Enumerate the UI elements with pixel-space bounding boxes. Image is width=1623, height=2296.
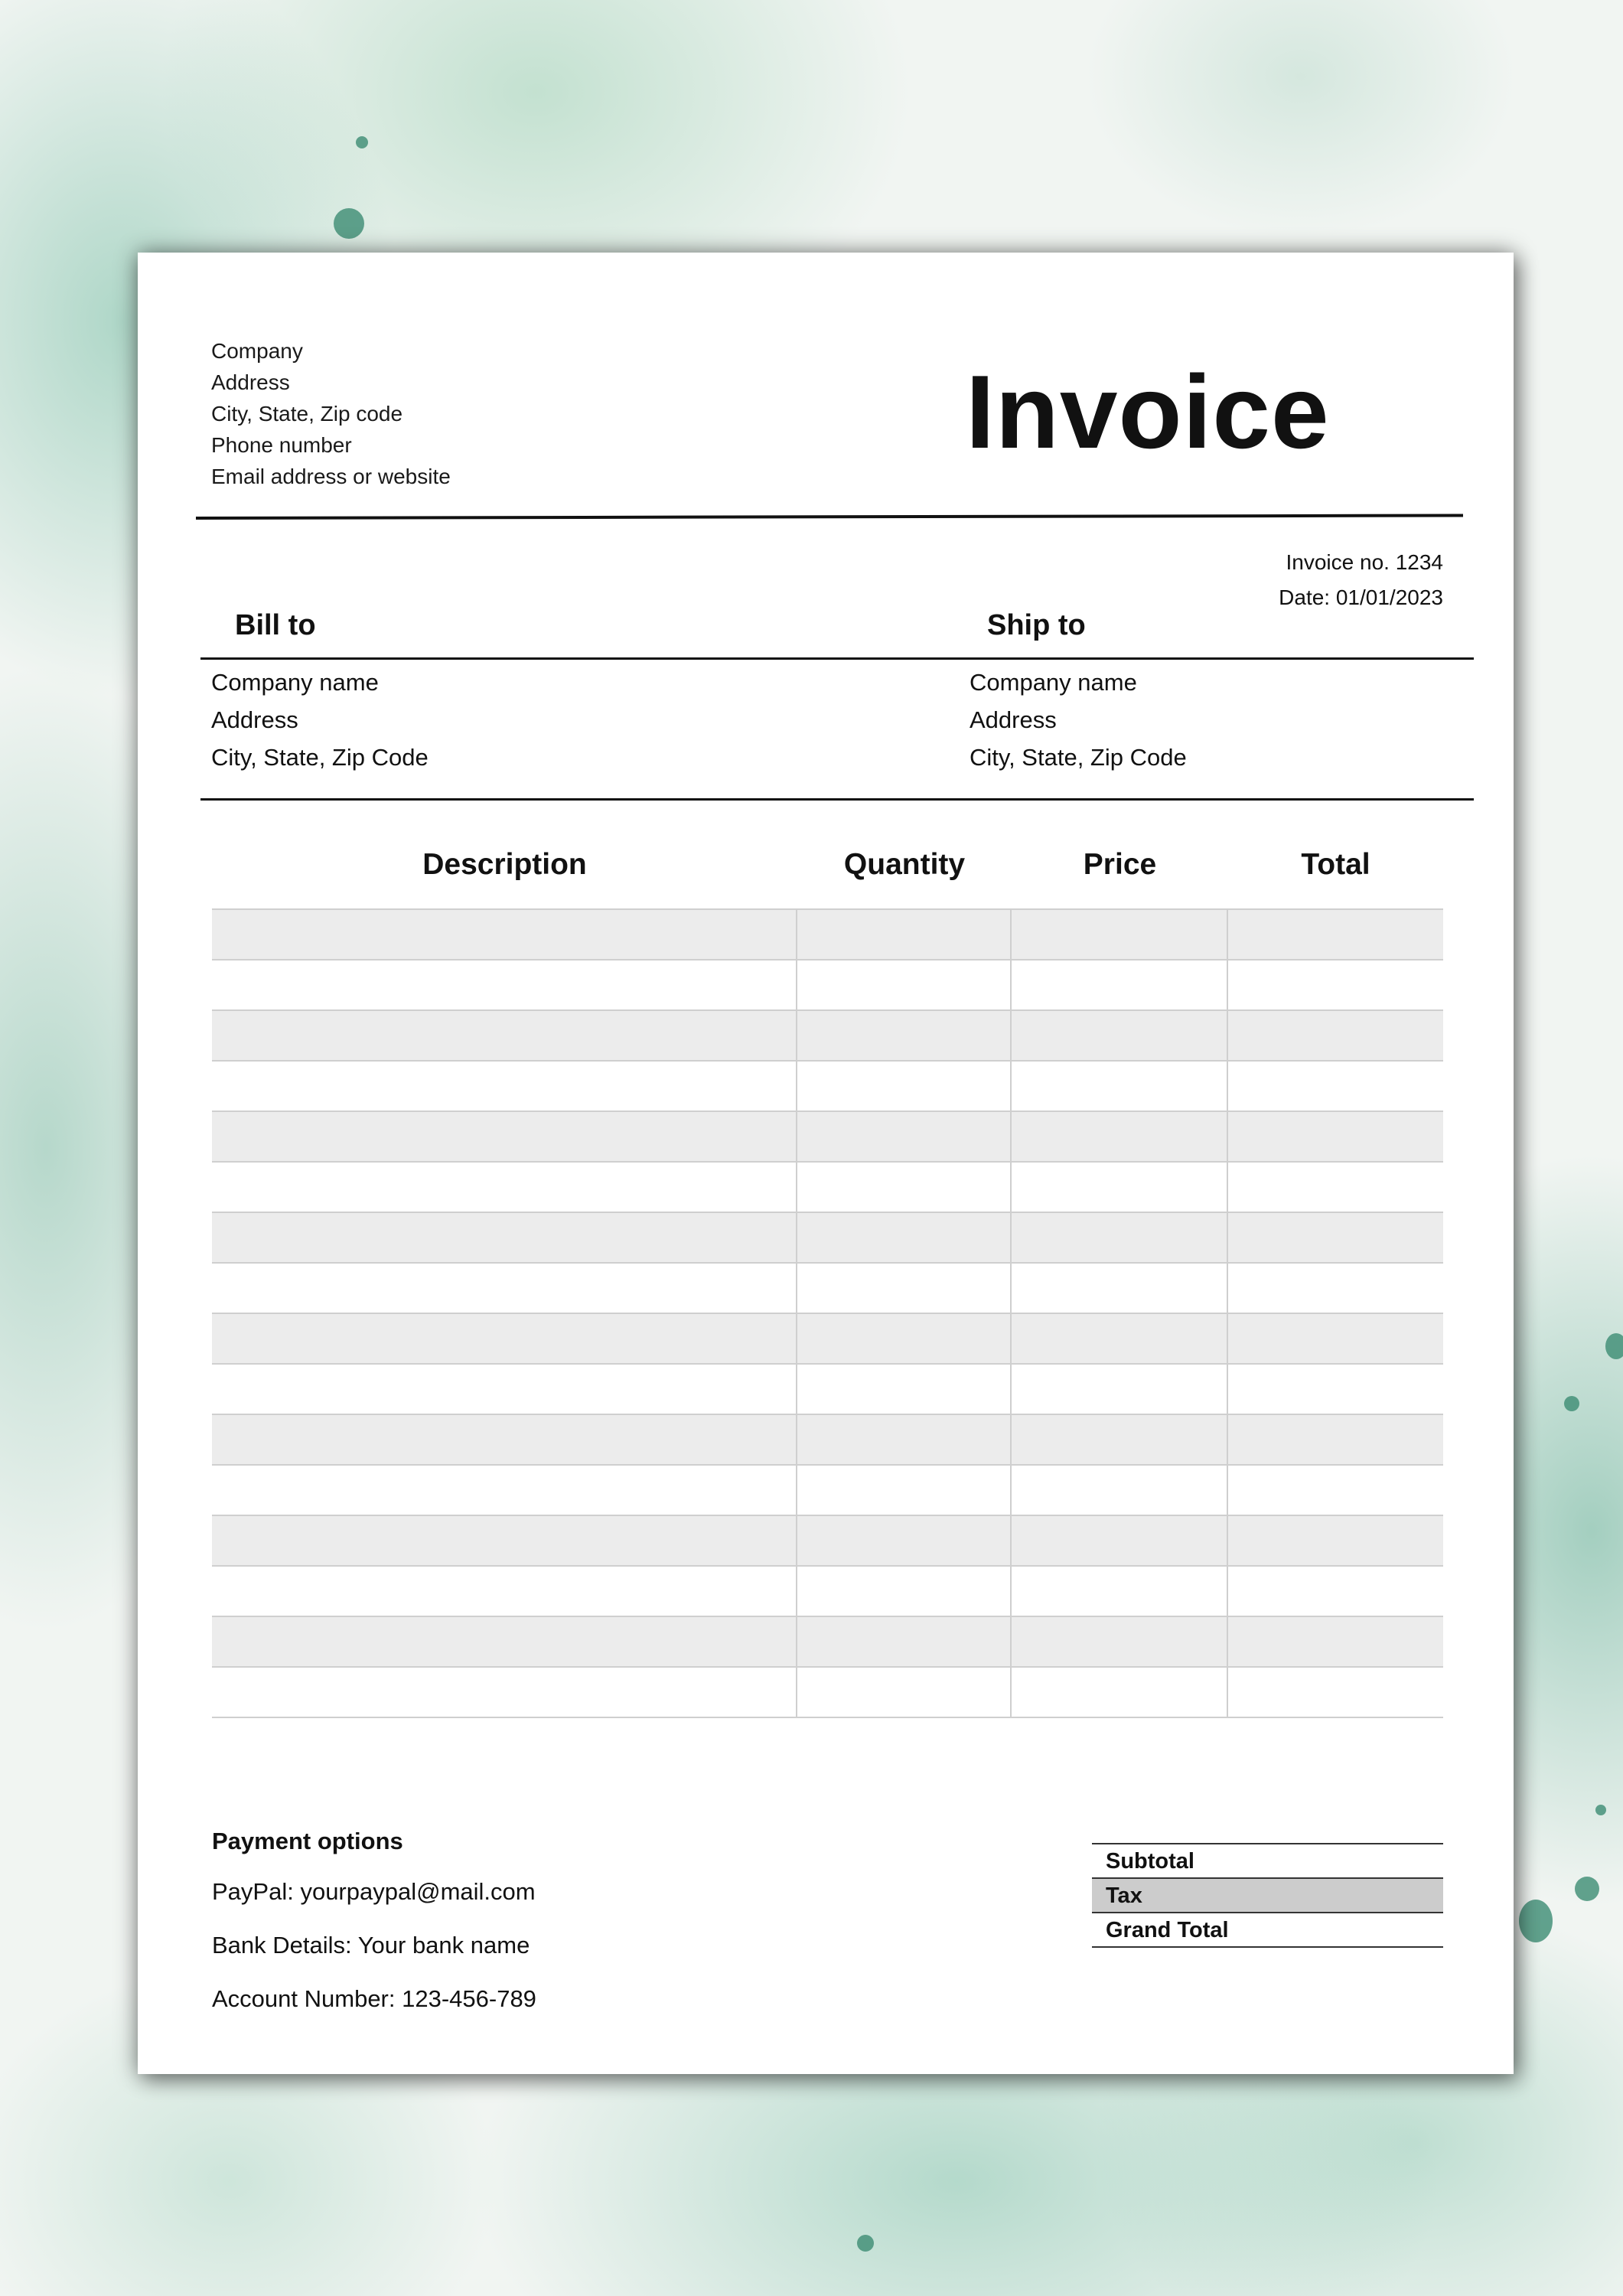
ship-to-heading: Ship to [987,609,1086,641]
bill-to-heading: Bill to [235,609,316,641]
table-row [212,1617,1443,1668]
cell-total[interactable] [1228,1415,1443,1464]
cell-price[interactable] [1012,1365,1228,1414]
company-name: Company [211,339,303,363]
cell-total[interactable] [1228,1314,1443,1363]
cell-quantity[interactable] [797,1567,1012,1616]
cell-description[interactable] [212,1062,797,1110]
table-row [212,960,1443,1011]
line-items-table [212,908,1443,1718]
paint-splatter [356,136,368,148]
table-row [212,1516,1443,1567]
cell-description[interactable] [212,1617,797,1666]
cell-description[interactable] [212,1264,797,1313]
grand-total-row: Grand Total [1092,1913,1443,1948]
cell-quantity[interactable] [797,1668,1012,1717]
cell-total[interactable] [1228,1617,1443,1666]
invoice-number: Invoice no. 1234 [1286,550,1443,574]
cell-quantity[interactable] [797,1314,1012,1363]
table-row [212,1365,1443,1415]
address-top-divider [200,657,1474,660]
paint-splatter [334,208,364,239]
table-row [212,910,1443,960]
paypal-info: PayPal: yourpaypal@mail.com [212,1878,536,1905]
cell-price[interactable] [1012,1062,1228,1110]
ship-to-address-line: Address [970,706,1057,733]
bill-to-address [211,664,429,776]
cell-quantity[interactable] [797,1516,1012,1565]
table-row [212,1668,1443,1718]
cell-quantity[interactable] [797,1163,1012,1212]
table-row [212,1415,1443,1466]
cell-quantity[interactable] [797,910,1012,959]
cell-description[interactable] [212,1516,797,1565]
cell-price[interactable] [1012,1163,1228,1212]
table-row [212,1264,1443,1314]
company-phone: Phone number [211,433,352,457]
cell-quantity[interactable] [797,1617,1012,1666]
cell-total[interactable] [1228,1112,1443,1161]
company-city: City, State, Zip code [211,402,403,426]
ship-to-company: Company name [970,669,1137,696]
ship-to-address [970,664,1187,776]
table-row [212,1567,1443,1617]
address-bottom-divider [200,798,1474,801]
cell-quantity[interactable] [797,1112,1012,1161]
table-row [212,1112,1443,1163]
cell-price[interactable] [1012,1011,1228,1060]
column-header-description: Description [422,848,587,881]
bill-to-company: Company name [211,669,379,696]
table-row [212,1163,1443,1213]
cell-price[interactable] [1012,1314,1228,1363]
paint-splatter [1595,1805,1606,1815]
cell-description[interactable] [212,1314,797,1363]
cell-total[interactable] [1228,910,1443,959]
invoice-date: Date: 01/01/2023 [1279,585,1443,609]
paint-splatter [857,2235,874,2252]
payment-options [212,1828,536,2039]
cell-quantity[interactable] [797,960,1012,1009]
cell-price[interactable] [1012,1112,1228,1161]
cell-price[interactable] [1012,1567,1228,1616]
cell-total[interactable] [1228,1516,1443,1565]
cell-total[interactable] [1228,1365,1443,1414]
payment-heading: Payment options [212,1828,403,1854]
cell-total[interactable] [1228,1062,1443,1110]
cell-description[interactable] [212,1011,797,1060]
cell-price[interactable] [1012,1415,1228,1464]
cell-price[interactable] [1012,1264,1228,1313]
cell-total[interactable] [1228,960,1443,1009]
account-number: Account Number: 123-456-789 [212,1985,536,2012]
paint-splatter [1564,1396,1579,1411]
column-header-total: Total [1301,848,1370,881]
table-row [212,1466,1443,1516]
cell-quantity[interactable] [797,1213,1012,1262]
paint-splatter [1519,1900,1553,1942]
table-row [212,1011,1443,1062]
bill-to-address-line: Address [211,706,298,733]
cell-total[interactable] [1228,1567,1443,1616]
cell-price[interactable] [1012,1617,1228,1666]
invoice-title: Invoice [966,354,1330,470]
cell-total[interactable] [1228,1466,1443,1515]
company-info [211,335,451,492]
column-header-price: Price [1083,848,1157,881]
company-email: Email address or website [211,465,451,488]
cell-description[interactable] [212,960,797,1009]
table-row [212,1314,1443,1365]
header-divider [196,514,1463,520]
bank-details: Bank Details: Your bank name [212,1932,530,1958]
cell-total[interactable] [1228,1163,1443,1212]
paint-splatter [1575,1877,1599,1901]
column-header-quantity: Quantity [843,848,966,881]
cell-price[interactable] [1012,1668,1228,1717]
cell-quantity[interactable] [797,1466,1012,1515]
cell-price[interactable] [1012,1213,1228,1262]
subtotal-row: Subtotal [1092,1844,1443,1879]
cell-quantity[interactable] [797,1011,1012,1060]
cell-description[interactable] [212,1415,797,1464]
cell-description[interactable] [212,1163,797,1212]
cell-quantity[interactable] [797,1365,1012,1414]
cell-description[interactable] [212,1466,797,1515]
invoice-meta [1279,545,1443,615]
cell-total[interactable] [1228,1213,1443,1262]
cell-price[interactable] [1012,910,1228,959]
cell-price[interactable] [1012,960,1228,1009]
invoice-paper [138,253,1514,2074]
cell-quantity[interactable] [797,1415,1012,1464]
totals-box [1092,1843,1443,1948]
cell-price[interactable] [1012,1516,1228,1565]
paint-splatter [1605,1333,1623,1359]
cell-price[interactable] [1012,1466,1228,1515]
table-row [212,1062,1443,1112]
cell-total[interactable] [1228,1264,1443,1313]
tax-row: Tax [1092,1879,1443,1913]
company-address: Address [211,370,290,394]
cell-description[interactable] [212,1668,797,1717]
cell-description[interactable] [212,1365,797,1414]
cell-quantity[interactable] [797,1062,1012,1110]
cell-total[interactable] [1228,1011,1443,1060]
cell-description[interactable] [212,1213,797,1262]
cell-total[interactable] [1228,1668,1443,1717]
cell-quantity[interactable] [797,1264,1012,1313]
bill-to-city: City, State, Zip Code [211,744,429,771]
table-row [212,1213,1443,1264]
cell-description[interactable] [212,1567,797,1616]
cell-description[interactable] [212,910,797,959]
ship-to-city: City, State, Zip Code [970,744,1187,771]
cell-description[interactable] [212,1112,797,1161]
